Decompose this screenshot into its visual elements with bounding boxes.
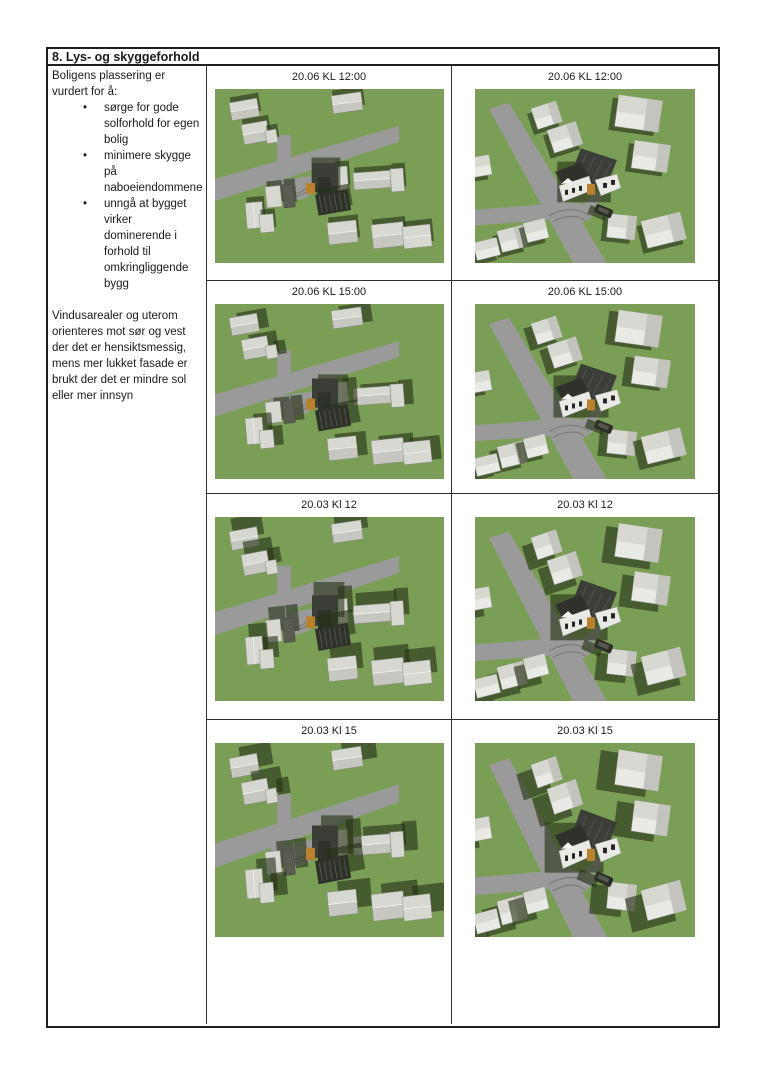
image-caption: 20.03 Kl 12	[557, 499, 613, 511]
study-cell	[452, 720, 718, 1024]
study-cell	[207, 66, 452, 280]
neighbor-house	[330, 89, 365, 114]
subject-house-door	[587, 617, 595, 629]
sun-study-perspective-view-row2	[475, 304, 695, 479]
neighbor-house	[326, 214, 360, 244]
neighbor-house	[389, 163, 406, 192]
subject-house-accent	[306, 616, 315, 628]
image-caption: 20.06 KL 15:00	[291, 286, 367, 298]
neighbor-house	[601, 213, 637, 244]
image-caption: 20.03 Kl 15	[557, 725, 613, 737]
section-table	[46, 47, 720, 1028]
subject-garage	[312, 609, 357, 651]
neighbor-house	[401, 219, 434, 249]
neighbor-house	[608, 94, 662, 137]
bullet-item: • minimere skygge på naboeiendommene	[104, 148, 201, 196]
sun-study-perspective-view-row1	[475, 89, 695, 263]
bullet-item: • sørge for gode solforhold for egen bolig	[104, 100, 201, 148]
image-caption: 20.06 KL 12:00	[291, 71, 367, 83]
study-row-1	[207, 66, 718, 281]
image-caption: 20.06 KL 12:00	[547, 71, 623, 83]
study-cell	[452, 281, 718, 493]
subject-house-accent	[306, 183, 315, 194]
paragraph-text: Vindusarealer og uterom orienteres mot sør og vest der det er hensiktsmessig, mens mer lukket fasade er brukt der det er mindre sol eller mer innsyn	[52, 310, 188, 402]
sun-study-plan-view-row1	[215, 89, 444, 263]
image-grid	[207, 66, 718, 1024]
subject-house-accent	[306, 399, 315, 410]
study-cell	[207, 281, 452, 493]
section-header	[48, 49, 718, 66]
bullet-list	[52, 100, 201, 292]
sun-study-perspective-view-row3	[475, 517, 695, 701]
study-cell	[452, 66, 718, 280]
sun-study-plan-view-row3	[215, 517, 444, 701]
study-row-4	[207, 720, 718, 1024]
sun-study-plan-view-row4	[215, 743, 444, 937]
sun-study-perspective-view-row4	[475, 743, 695, 937]
study-cell	[207, 494, 452, 719]
study-row-3	[207, 494, 718, 720]
table-body	[48, 66, 718, 1024]
neighbor-house	[264, 180, 284, 208]
neighbor-house	[370, 216, 407, 249]
subject-house-door	[587, 849, 595, 861]
image-caption: 20.06 KL 15:00	[547, 286, 623, 298]
section-title: 8. Lys- og skyggeforhold	[52, 50, 200, 64]
intro-text: Boligens plassering er vurdert for å:	[52, 70, 166, 98]
neighbor-house	[352, 165, 393, 190]
sun-study-plan-view-row2	[215, 304, 444, 479]
description-cell	[48, 66, 207, 1024]
bullet-item: • unngå at bygget virker dominerende i forhold til omkringliggende bygg	[104, 196, 201, 292]
subject-house-door	[587, 399, 595, 410]
subject-house-door	[587, 184, 595, 195]
neighbor-house	[622, 354, 671, 392]
neighbor-house	[605, 309, 663, 352]
image-caption: 20.03 Kl 15	[301, 725, 357, 737]
study-cell	[452, 494, 718, 719]
neighbor-house	[258, 208, 276, 233]
neighbor-house	[597, 428, 637, 459]
neighbor-house	[625, 140, 671, 177]
study-cell	[207, 720, 452, 1024]
study-row-2	[207, 281, 718, 494]
subject-house-accent	[306, 848, 315, 860]
image-caption: 20.03 Kl 12	[301, 499, 357, 511]
